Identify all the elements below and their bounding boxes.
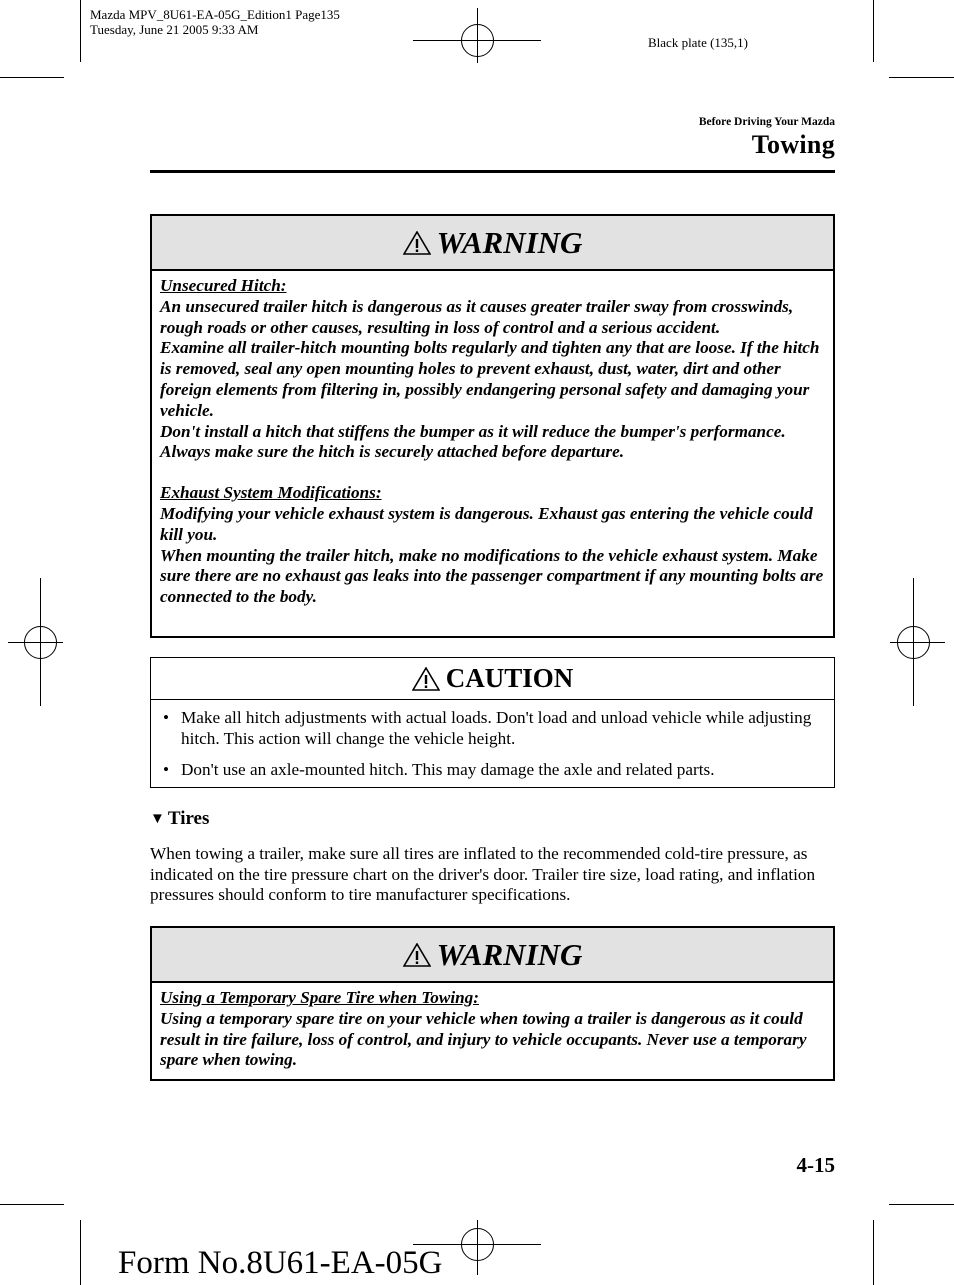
print-info-line1: Mazda MPV_8U61-EA-05G_Edition1 Page135 bbox=[90, 7, 340, 22]
caution-box bbox=[150, 657, 835, 788]
tires-text: When towing a trailer, make sure all tires are inflated to the recommended cold-tire pressure, as indicated on the tire pressure chart on the driver's door. Trailer tire size, load rating, and inflation pressures should conform to tire manufacturer specifications. bbox=[150, 844, 816, 904]
warning-paragraph: An unsecured trailer hitch is dangerous as it causes greater trailer sway from crosswinds, rough roads or other causes, resulting in loss of control and a serious accident. bbox=[160, 296, 794, 337]
print-info-line2: Tuesday, June 21 2005 9:33 AM bbox=[90, 22, 259, 37]
warning-title: WARNING bbox=[436, 224, 583, 260]
warning-paragraph: Examine all trailer-hitch mounting bolts regularly and tighten any that are loose. If the hitch is removed, seal any open mounting holes to prevent exhaust, dust, water, dirt and other foreign elements from filtering in, possibly endangering personal safety and damaging your vehicle. bbox=[160, 338, 820, 420]
list-item: • Make all hitch adjustments with actual loads. Don't load and unload vehicle while adjusting hitch. This action will change the vehicle height. bbox=[161, 708, 824, 750]
warning-triangle-icon bbox=[403, 231, 431, 255]
warning-header bbox=[152, 928, 833, 983]
caution-title: CAUTION bbox=[445, 663, 574, 693]
warning-box bbox=[150, 926, 835, 1081]
warning-heading: Using a Temporary Spare Tire when Towing: bbox=[160, 988, 479, 1007]
warning-paragraph: When mounting the trailer hitch, make no modifications to the vehicle exhaust system. Make sure there are no exhaust gas leaks into the passenger compartment if any mounting bolts are connected to the body. bbox=[160, 545, 824, 607]
warning-paragraph: Modifying your vehicle exhaust system is dangerous. Exhaust gas entering the vehicle could kill you. bbox=[160, 503, 813, 544]
warning-heading: Unsecured Hitch: bbox=[160, 276, 287, 295]
tires-heading-label: Tires bbox=[167, 808, 210, 829]
list-item: • Don't use an axle-mounted hitch. This may damage the axle and related parts. bbox=[161, 760, 824, 781]
plate-label: Black plate (135,1) bbox=[648, 35, 748, 50]
crop-line bbox=[80, 1220, 81, 1285]
tires-heading bbox=[150, 808, 209, 830]
triangle-down-icon: ▼ bbox=[150, 810, 165, 827]
warning-body bbox=[152, 983, 833, 1071]
crop-line bbox=[0, 77, 64, 78]
warning-header bbox=[152, 216, 833, 271]
crop-line bbox=[889, 1204, 954, 1205]
caution-list bbox=[151, 700, 834, 780]
chapter-title: Before Driving Your Mazda bbox=[698, 116, 835, 128]
section-title: Towing bbox=[751, 130, 835, 159]
crop-line bbox=[0, 1204, 64, 1205]
warning-triangle-icon bbox=[412, 667, 440, 691]
crop-line bbox=[80, 0, 81, 62]
warning-paragraph: Using a temporary spare tire on your vehicle when towing a trailer is dangerous as it could result in tire failure, loss of control, and injury to vehicle occupants. Never use a temporary spare when towing. bbox=[160, 1008, 807, 1070]
form-number: Form No.8U61-EA-05G bbox=[118, 1245, 443, 1281]
warning-box bbox=[150, 214, 835, 638]
caution-header bbox=[151, 658, 834, 700]
header-rule bbox=[150, 170, 835, 173]
page-number: 4-15 bbox=[796, 1153, 835, 1177]
crop-line bbox=[873, 0, 874, 62]
crop-line bbox=[873, 1220, 874, 1285]
warning-triangle-icon bbox=[403, 943, 431, 967]
warning-heading: Exhaust System Modifications: bbox=[160, 483, 382, 503]
warning-body bbox=[152, 271, 833, 608]
crop-line bbox=[889, 77, 954, 78]
warning-title: WARNING bbox=[436, 936, 583, 972]
warning-paragraph: Don't install a hitch that stiffens the bumper as it will reduce the bumper's performance. Always make sure the hitch is securely attached before departure. bbox=[160, 421, 786, 462]
